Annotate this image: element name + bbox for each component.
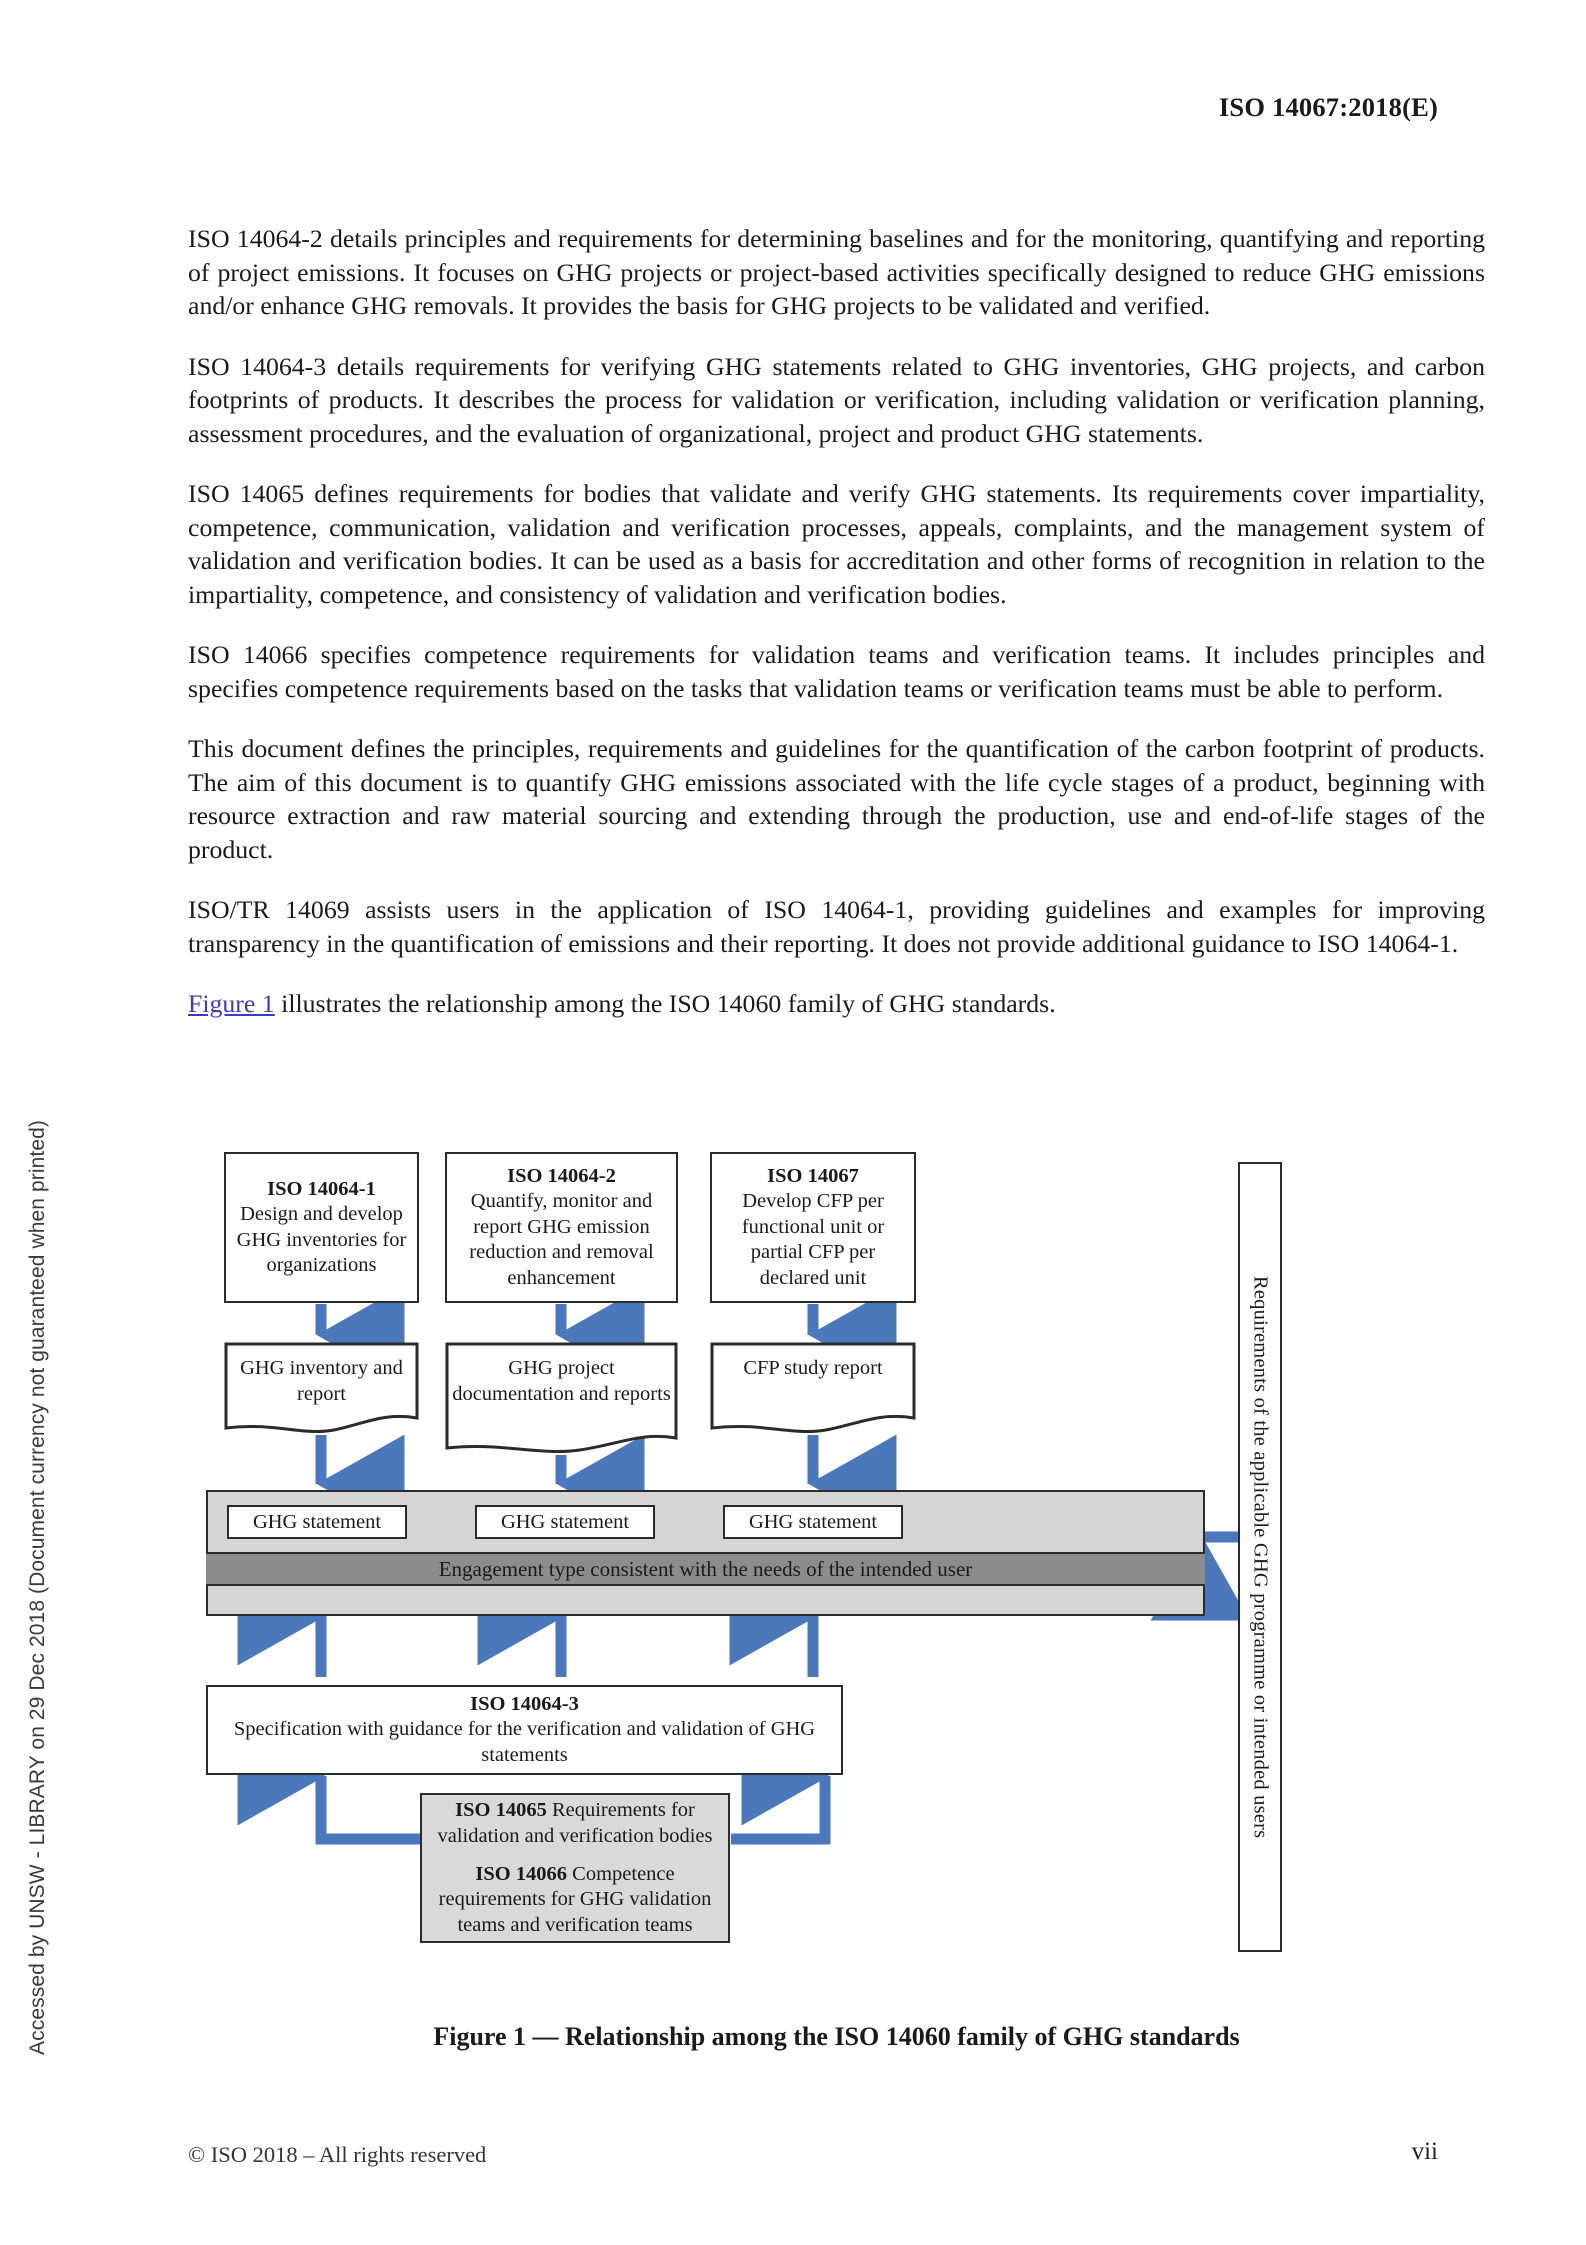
engagement-band-text: Engagement type consistent with the needs of the intended user [438, 1556, 973, 1581]
ghg-statement-box-3 [723, 1505, 903, 1539]
verification-standard-description: Specification with guidance for the verification and validation of GHG statements [233, 1718, 816, 1766]
figure-1 [188, 1152, 1485, 1952]
engagement-band-label-strip [206, 1552, 1205, 1586]
ghg-statement-label: GHG statement [252, 1510, 382, 1533]
figure-1-diagram [188, 1152, 1485, 1952]
competence-line-2: validation and verification bodies [437, 1824, 713, 1847]
output-doc-ghg-inventory [224, 1342, 419, 1435]
competence-line-5: teams and verification teams [457, 1913, 693, 1936]
competence-line-1 [455, 1798, 695, 1824]
standard-description: Quantify, monitor and report GHG emission reduction and removal enhancement [469, 1190, 654, 1289]
standard-box-iso-14064-2 [445, 1152, 678, 1303]
figure-1-link[interactable]: Figure 1 [188, 989, 275, 1018]
output-doc-label: GHG inventory and report [240, 1357, 403, 1405]
standard-title: ISO 14064-1 [267, 1177, 376, 1200]
competence-iso-14065-rest: Requirements for [546, 1799, 695, 1821]
output-doc-cfp-study [710, 1342, 916, 1435]
output-doc-ghg-project [445, 1342, 678, 1455]
access-watermark: Accessed by UNSW - LIBRARY on 29 Dec 2018 (Document currency not guaranteed when printed) [26, 1120, 49, 2055]
ghg-statement-box-2 [475, 1505, 655, 1539]
document-header-standard-ref: ISO 14067:2018(E) [1218, 92, 1438, 122]
footer-page-number: vii [1411, 2138, 1438, 2165]
standard-box-iso-14064-1 [224, 1152, 419, 1303]
paragraph-iso-tr-14069: ISO/TR 14069 assists users in the application of ISO 14064-1, providing guidelines and examples for improving transparency in the quantification of emissions and their reporting. It does not provide additional guidance to ISO 14064-1. [188, 895, 1485, 958]
competence-iso-14066-rest: Competence [567, 1862, 675, 1885]
output-doc-label: CFP study report [743, 1357, 883, 1379]
verification-standard-title: ISO 14064-3 [470, 1692, 579, 1715]
paragraph-iso-14064-3: ISO 14064-3 details requirements for verifying GHG statements related to GHG inventories, GHG projects, and carbon footprints of products. It describes the process for validation or verification, including validation or verification planning, assessment procedures, and the evaluation of organizational, project and product GHG statements. [188, 351, 1485, 448]
figure-1-caption: Figure 1 — Relationship among the ISO 14060 family of GHG standards [433, 2022, 1240, 2051]
competence-line-3 [475, 1862, 674, 1888]
footer-copyright: © ISO 2018 – All rights reserved [188, 2142, 487, 2167]
side-box-programme-requirements [1238, 1162, 1282, 1952]
standard-title: ISO 14064-2 [507, 1164, 616, 1187]
ghg-statement-label: GHG statement [748, 1510, 878, 1533]
competence-line-4: requirements for GHG validation [438, 1888, 712, 1910]
paragraph-iso-14066: ISO 14066 specifies competence requirements for validation teams and verification teams. It includes principles and specifies competence requirements based on the tasks that validation teams or verification teams must be able to perform. [188, 640, 1485, 703]
competence-iso-14065-label: ISO 14065 [455, 1799, 547, 1821]
standard-title: ISO 14067 [767, 1164, 859, 1187]
verification-standard-box-iso-14064-3 [206, 1685, 843, 1775]
standard-description: Develop CFP per functional unit or partial CFP per declared unit [741, 1190, 885, 1289]
body-content [188, 222, 1485, 1021]
paragraph-iso-14065: ISO 14065 defines requirements for bodies that validate and verify GHG statements. Its requirements cover impartiality, competence, communication, validation and verification processes, appeals, complaints, and the management system of validation and verification bodies. It can be used as a basis for accreditation and other forms of recognition in relation to the impartiality, competence, and consistency of validation and verification bodies. [188, 479, 1485, 609]
competence-box-iso-14065-14066 [420, 1793, 730, 1943]
output-doc-label: GHG project documentation and reports [452, 1357, 671, 1405]
competence-iso-14066-label: ISO 14066 [475, 1862, 568, 1885]
ghg-statement-label: GHG statement [500, 1510, 630, 1533]
standard-description: Design and develop GHG inventories for organizations [236, 1203, 407, 1276]
figure-intro-text: illustrates the relationship among the ISO 14060 family of GHG standards. [274, 989, 1056, 1018]
ghg-statement-box-1 [227, 1505, 407, 1539]
standard-box-iso-14067 [710, 1152, 916, 1303]
paragraph-figure-intro [188, 987, 1485, 1021]
paragraph-iso-14064-2: ISO 14064-2 details principles and requirements for determining baselines and for the monitoring, quantifying and reporting of project emissions. It focuses on GHG projects or project-based activities specifically designed to reduce GHG emissions and/or enhance GHG removals. It provides the basis for GHG projects to be validated and verified. [188, 224, 1485, 320]
paragraph-this-document: This document defines the principles, requirements and guidelines for the quantification of the carbon footprint of products. The aim of this document is to quantify GHG emissions associated with the life cycle stages of a product, beginning with resource extraction and raw material sourcing and extending through the production, use and end-of-life stages of the product. [188, 734, 1485, 864]
side-box-text: Requirements of the applicable GHG programme or intended users [1249, 1275, 1272, 1839]
